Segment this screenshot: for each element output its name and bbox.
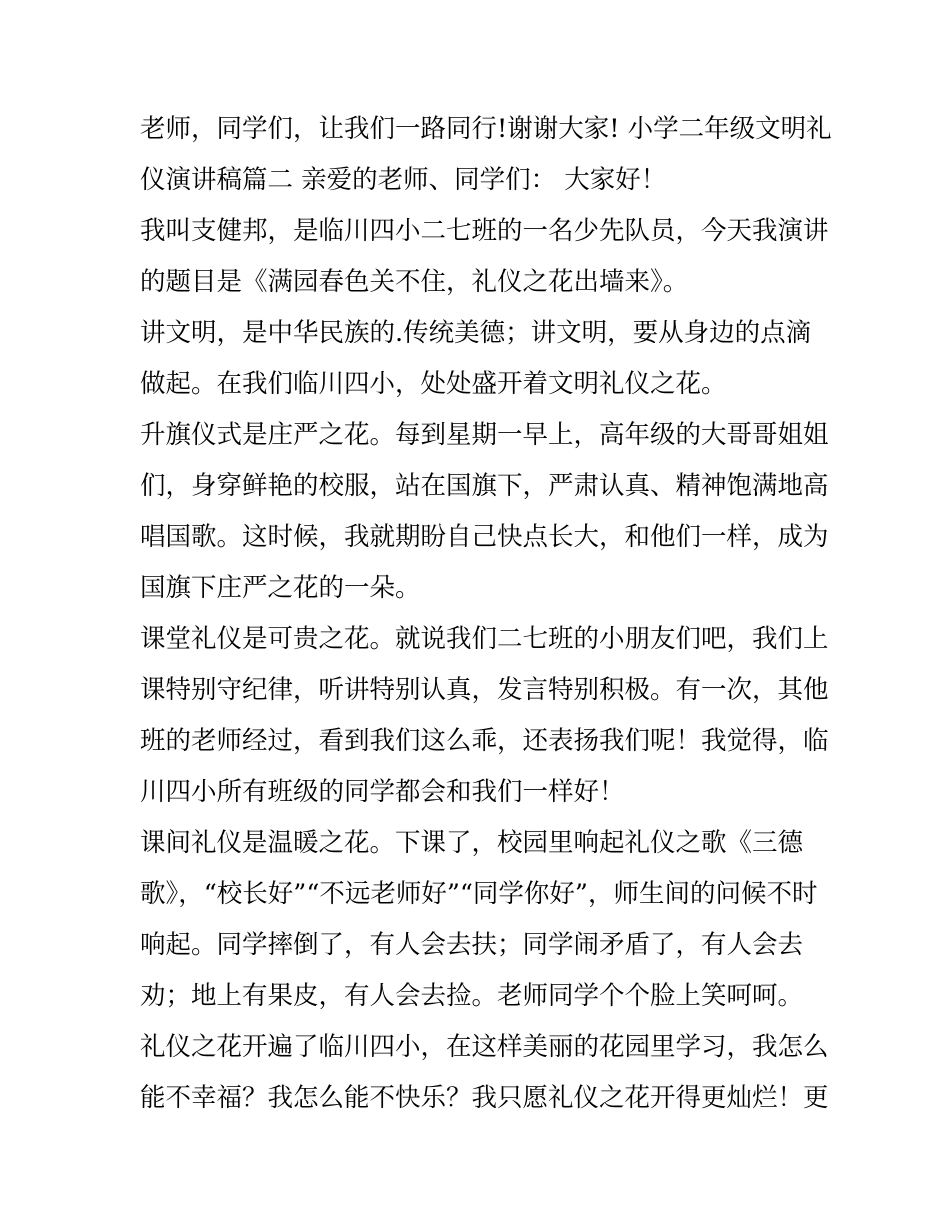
- text-line: 响起。同学摔倒了，有人会去扶；同学闹矛盾了，有人会去: [140, 930, 804, 960]
- text-line: 课间礼仪是温暖之花。下课了，校园里响起礼仪之歌《三德: [140, 828, 804, 858]
- text-line: 劝；地上有果皮，有人会去捡。老师同学个个脸上笑呵呵。: [140, 981, 804, 1011]
- text-line: 课特别守纪律，听讲特别认真，发言特别积极。有一次，其他: [140, 675, 829, 705]
- text-line: 国旗下庄严之花的一朵。: [140, 573, 421, 603]
- text-line: 我叫支健邦，是临川四小二七班的一名少先队员，今天我演讲: [140, 216, 829, 246]
- text-line: 升旗仪式是庄严之花。每到星期一早上，高年级的大哥哥姐姐: [140, 420, 829, 450]
- text-line: 歌》，“校长好”“不远老师好”“同学你好”，师生间的问候不时: [140, 879, 818, 909]
- text-line: 川四小所有班级的同学都会和我们一样好！: [140, 777, 625, 807]
- speech-text-body: [140, 104, 832, 1124]
- text-line: 们，身穿鲜艳的校服，站在国旗下，严肃认真、精神饱满地高: [140, 471, 829, 501]
- text-line: 讲文明，是中华民族的.传统美德；讲文明，要从身边的点滴: [140, 318, 812, 348]
- text-line: 老师，同学们，让我们一路同行!谢谢大家! 小学二年级文明礼: [140, 114, 832, 144]
- text-line: 仪演讲稿篇二 亲爱的老师、同学们： 大家好！: [140, 165, 667, 195]
- text-line: 做起。在我们临川四小，处处盛开着文明礼仪之花。: [140, 369, 727, 399]
- text-line: 课堂礼仪是可贵之花。就说我们二七班的小朋友们吧，我们上: [140, 624, 829, 654]
- text-line: 班的老师经过，看到我们这么乖，还表扬我们呢！我觉得，临: [140, 726, 829, 756]
- text-line: 唱国歌。这时候，我就期盼自己快点长大，和他们一样，成为: [140, 522, 829, 552]
- text-line: 的题目是《满园春色关不住，礼仪之花出墙来》。: [140, 267, 689, 297]
- text-line: 能不幸福？我怎么能不快乐？我只愿礼仪之花开得更灿烂！更: [140, 1083, 829, 1113]
- text-line: 礼仪之花开遍了临川四小，在这样美丽的花园里学习，我怎么: [140, 1032, 829, 1062]
